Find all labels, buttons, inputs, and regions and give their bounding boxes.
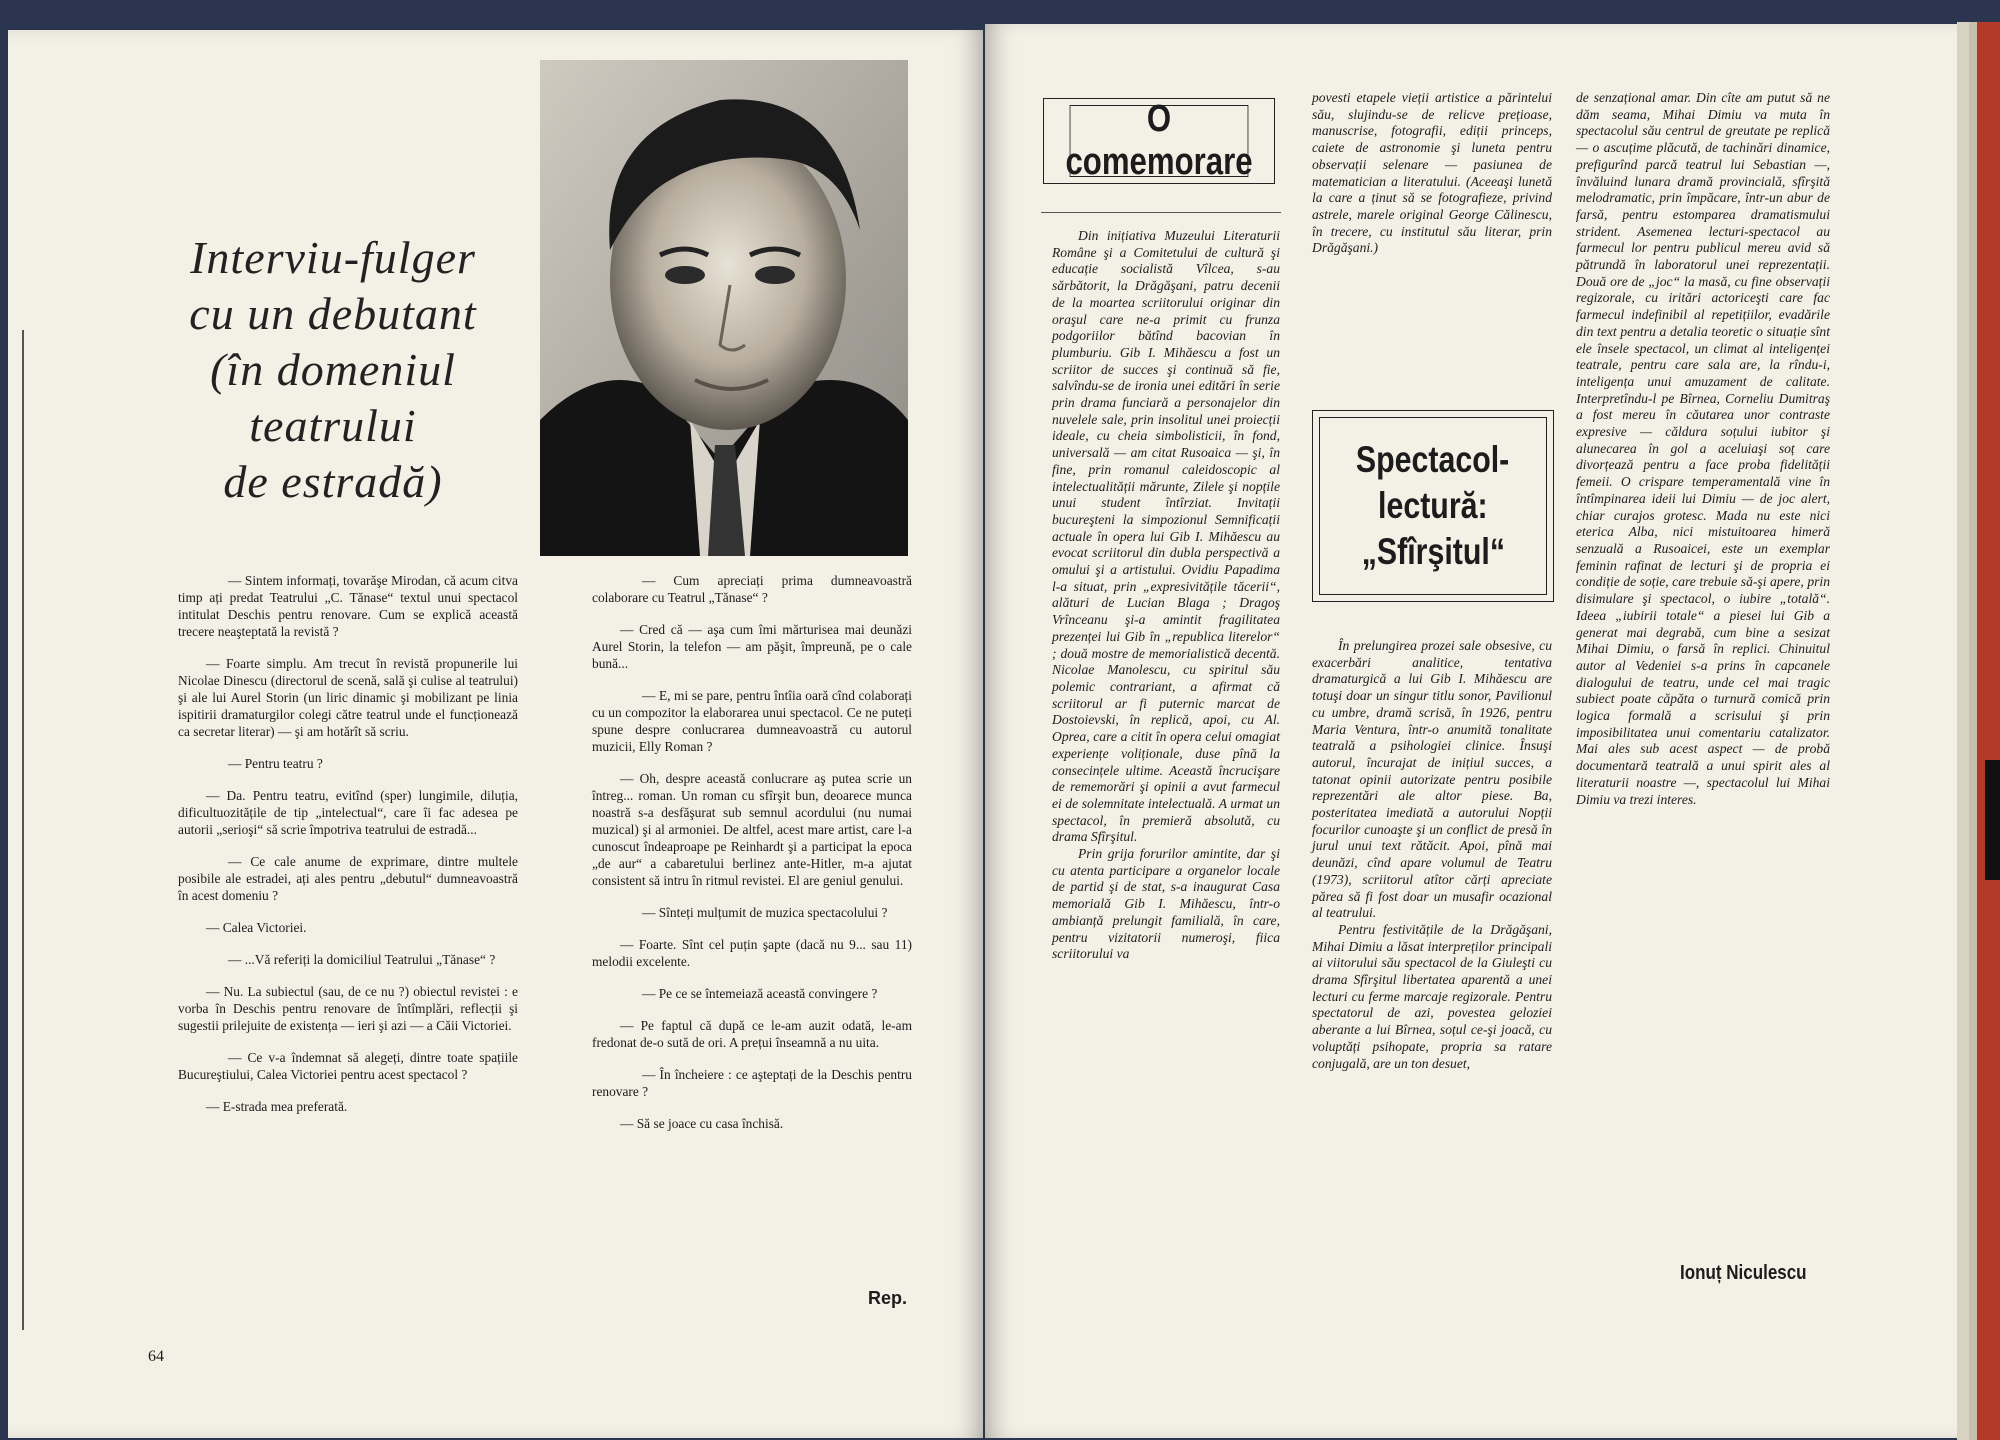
- title-line: Spectacol-: [1356, 439, 1510, 480]
- question: — Sînteți mulțumit de muzica spectacolului ?: [642, 905, 888, 920]
- cover-edge-mark: [1985, 760, 2000, 880]
- question: — Ce v-a îndemnat să alegeți, dintre toate spațiile Bucureştiului, Calea Victoriei pentru acest spectacol ?: [178, 1050, 518, 1082]
- left-page: [8, 30, 983, 1438]
- margin-rule: [22, 330, 24, 1330]
- paragraph: În prelungirea prozei sale obsesive, cu exacerbări analitice, tentativa dramaturgică a lui Gib I. Mihăescu are totuşi doar un singur titlu sonor, Pavilionul cu umbre, dramă scrisă, în 1926, pentru Maria Ventura, într-o anumită tonalitate teatrală a psihologiei clinice. Însuşi autorul, încurajat de inițiul succes, a tatonat opinii autorizate pentru posibile reprezentări ale altor piese. Ba, posteritatea imediată a autorului Nopții focurilor cunoaşte şi un conflict de presă în jurul unui text rătăcit. Apoi, pînă mai deunăzi, cînd apare volumul de Teatru (1973), scriitorul atîtor cărți apreciate părea să fi fost doar un musafir ocazional al teatrului.: [1312, 638, 1552, 921]
- paragraph: povesti etapele vieții artistice a părintelui său, slujindu-se de relicve prețioase, manuscrise, fotografii, ediții princeps, caiete de astronomie şi luneta pentru observații selenare — pasiunea de matematician a literatului. (Aceeaşi lunetă la care a ținut să se fotografieze, privind astrele, marele original George Călinescu, în trecere, cu institutul său literar, prin Drăgăşani.): [1312, 90, 1552, 256]
- signature: Rep.: [868, 1288, 908, 1308]
- answer: — Foarte. Sînt cel puțin şapte (dacă nu 9... sau 11) melodii excelente.: [592, 937, 912, 969]
- article-title-right: [1319, 417, 1547, 595]
- question: — Sintem informați, tovarăşe Mirodan, că acum citva timp ați predat Teatrului „C. Tănase“ textul unui spectacol intitulat Deschis pentru renovare. Cum se explică această trecere neaşteptată la revistă ?: [178, 573, 518, 639]
- question: — În încheiere : ce aşteptați de la Deschis pentru renovare ?: [592, 1067, 912, 1099]
- author-name: Ionuț Niculescu: [1680, 1262, 1807, 1284]
- interview-column-2: [592, 572, 912, 1147]
- answer: — Calea Victoriei.: [206, 920, 307, 935]
- question: — Cum apreciați prima dumneavoastră colaborare cu Teatrul „Tănase“ ?: [592, 573, 912, 605]
- article-column-3: [1576, 90, 1830, 808]
- title-line: lectură:: [1378, 485, 1488, 526]
- page-number: 64: [148, 1348, 164, 1365]
- article-column-2: [1312, 90, 1552, 257]
- page-edges: [1969, 22, 1977, 1440]
- answer: — Da. Pentru teatru, evitînd (sper) lungimile, diluția, dificultuozitățile de tip „intelectual“, care îi fac adesea pe autorii „serioşi“ să scrie împotriva teatrului de estradă...: [178, 788, 518, 837]
- paragraph: Prin grija forurilor amintite, dar şi cu atenta participare a organelor locale de partid şi de stat, s-a inaugurat Casa memorială Gib I. Mihăescu, într-o ambianță prelungit familială, în care, pentru vizitatorii numeroşi, fiica scriitorului va: [1052, 846, 1280, 962]
- page-edges: [1957, 22, 1969, 1440]
- title-line: Interviu-fulger: [190, 232, 476, 283]
- paragraph: de senzațional amar. Din cîte am putut să ne dăm seama, Mihai Dimiu va muta în spectacolul său centrul de greutate pe replică — o ascuțime plăcută, de tachinări dinamice, prefigurînd parcă teatrul lui Sebastian —, învăluind lunara dramă provincială, sfîrşită melodramatic, prin împăcare, într-un abur de farsă, pentru estomparea dramatismului strident. Asemenea lecturi-spectacol au farmecul lor pentru publicul mereu avid să pătrundă în laboratorul unei reprezentații. Două ore de „joc“ la masă, cu fine observații regizorale, cu iritări actoriceşti care fac farmecul indefinibil al repetițiilor, evadările din text pentru a detalia teoretic o situație sînt ele însele spectacol, un climat al inteligenței teatrale, pentru care sala are, la rîndu-i, inteligența unui amuzament de calitate. Interpretîndu-l pe Bîrnea, Corneliu Dumitraş a fost mereu în căutarea unor contraste expresive — căldura soțului iubitor şi alunecarea în gol a aceluiaşi soț care divorțează pentru a face proba fidelității femeii. O crispare temperamentală vine în întîmpinarea ideii lui Dimiu — de joc alert, chiar curajos grotesc. Mada nu este nici eterica Alba, nici mistuitoarea himeră senzuală a Rusoaicei, este un exemplar feminin rafinat de lecturi şi de propria ei condiție de soție, care trebuie să-şi apere, prin disimulare şi spectacol, o iubire „totală“. Ideea „iubirii totale“ a piesei lui Gib a generat mai degrabă, cum bine a sesizat Mihai Dimiu, o farsă în replici. Chinuitul autor al Vedeniei s-a prins în capcanele dialogului de teatru, unde cel mai tragic subiect poate căpăta o turnură comică prin logica formală a scrisului şi prin imposibilitatea unui comentariu catalizator. Mai ales sub acest aspect — de probă documentară teatrală a unui spirit ales al literaturii noastre —, spectacolul lui Mihai Dimiu va trezi interes.: [1576, 90, 1830, 807]
- section-title-box: [1043, 98, 1275, 184]
- column-rule: [1041, 212, 1281, 213]
- title-line: teatrului: [249, 400, 417, 451]
- question: — Pentru teatru ?: [228, 756, 323, 771]
- article-column-2-lower: [1312, 638, 1552, 1072]
- question: — ...Vă referiți la domiciliul Teatrului „Tănase“ ?: [228, 952, 496, 967]
- paragraph: Pentru festivitățile de la Drăgăşani, Mihai Dimiu a lăsat interpreților principali ai viitorului său spectacol de la Giuleşti cu drama Sfîrşitul libertatea aparentă a unei lecturi cu ferme marcaje regizorale. Pentru spectatorul de azi, povestea geloziei aberante a lui Bîrnea, soțul ce-şi joacă, cu voluptăți psihopate, propria sa ratare conjugală, are un ton desuet,: [1312, 921, 1552, 1071]
- answer: — Pe faptul că după ce le-am auzit odată, le-am fredonat de-o sută de ori. A prețui înseamnă a nu uita.: [592, 1018, 912, 1050]
- question: — E, mi se pare, pentru întîia oară cînd colaborați cu un compozitor la elaborarea unui spectacol. Ce ne puteți spune despre conlucrarea dumneavoastră cu autorul muzicii, Elly Roman ?: [592, 688, 912, 754]
- article-title-box: [1312, 410, 1554, 602]
- section-title: O comemorare: [1065, 98, 1253, 183]
- answer: — Cred că — aşa cum îmi mărturisea mai deunăzi Aurel Storin, la telefon — am păşit, împreună, pe o cale bună...: [592, 622, 912, 671]
- title-line: „Sfîrşitul“: [1361, 531, 1505, 572]
- cover-edge: [1977, 22, 2000, 1440]
- answer: — Oh, despre această conlucrare aş putea scrie un întreg... roman. Un roman cu sfîrşit bun, deoarece munca noastră s-a desfăşurat sub semnul acordului (nu numai muzical) şi al armoniei. De altfel, acest mare artist, care l-a cunoscut îndeaproape pe Reinhardt şi a participat la epoca „de aur“ a cabaretului berlinez ante-Hitler, m-a ajutat consistent să intru în ritmul revistei. El are geniul genului.: [592, 771, 912, 888]
- question: — Ce cale anume de exprimare, dintre multele posibile ale estradei, ați ales pentru „debutul“ dumneavoastră în acest domeniu ?: [178, 854, 518, 903]
- portrait-photo: [540, 60, 908, 556]
- title-line: cu un debutant: [189, 288, 477, 339]
- title-line: de estradă): [223, 456, 443, 507]
- portrait-image: [540, 60, 908, 556]
- question: — Pe ce se întemeiază această convingere ?: [642, 986, 878, 1001]
- title-line: (în domeniul: [210, 344, 456, 395]
- answer: — Foarte simplu. Am trecut în revistă propunerile lui Nicolae Dinescu (directorul de scenă, sală şi culise al teatrului) şi ale lui Aurel Storin (un liric dinamic şi mobilizant pe linia ispitirii dramaturgilor colegi către teatrul unde el funcționează ca secretar literar) — şi am hotărît să scriu.: [178, 656, 518, 739]
- article-column-1: [1052, 228, 1280, 963]
- answer: — Nu. La subiectul (sau, de ce nu ?) obiectul revistei : e vorba în Deschis pentru renovare de întîmplări, reflecții şi sugestii prilejuite de existența — ieri şi azi — a Căii Victoriei.: [178, 984, 518, 1033]
- answer: — Să se joace cu casa închisă.: [620, 1116, 784, 1131]
- interview-column-1: [178, 572, 518, 1130]
- paragraph: Din inițiativa Muzeului Literaturii Române şi a Comitetului de cultură şi educație socialistă Vîlcea, s-au sărbătorit, la Drăgăşani, patru decenii de la moartea scriitorului originar din oraşul care ne-a primit cu frunza podgoriilor bătînd bacovian în plumburiu. Gib I. Mihăescu a fost un scriitor de succes şi continuă să fie, salvîndu-se de ironia unei editări în serie prin drama funciară a personajelor din nuvelele sale, prin insolitul unei proiecții ideale, cu cheia simbolisticii, în fond, universală — am citat Rusoaica — şi, în fine, prin romanul caleidoscopic al intelectualității mărunte, Zilele şi nopțile unui student întîrziat. Invitații bucureşteni la simpozionul Semnificații actuale în opera lui Gib I. Mihăescu au evocat scriitorul din dubla perspectivă a omului şi a artistului. Ovidiu Papadima l-a situat, prin „expresivitățile tăcerii“, alături de Lucian Blaga ; Dragoş Vrînceanu şi-a amintit fragilitatea prezenței lui Gib în „republica literelor“ ; două mostre de memorialistică decentă. Nicolae Manolescu, cu spiritul său polemic contrariant, a afirmat că scriitorul ar fi puternic marcat de Dostoievski, în replică, apoi, cu Al. Oprea, care a citit în opera celui omagiat experiențe voliționale, duse pînă la consecințele ultime. Această încrucişare de rememorări şi opinii a avut farmecul ei de solemnitate intelectuală. A urmat un spectacol, în premieră absolută, cu drama Sfîrşitul.: [1052, 228, 1280, 845]
- article-title: [168, 230, 498, 510]
- answer: — E-strada mea preferată.: [206, 1099, 348, 1114]
